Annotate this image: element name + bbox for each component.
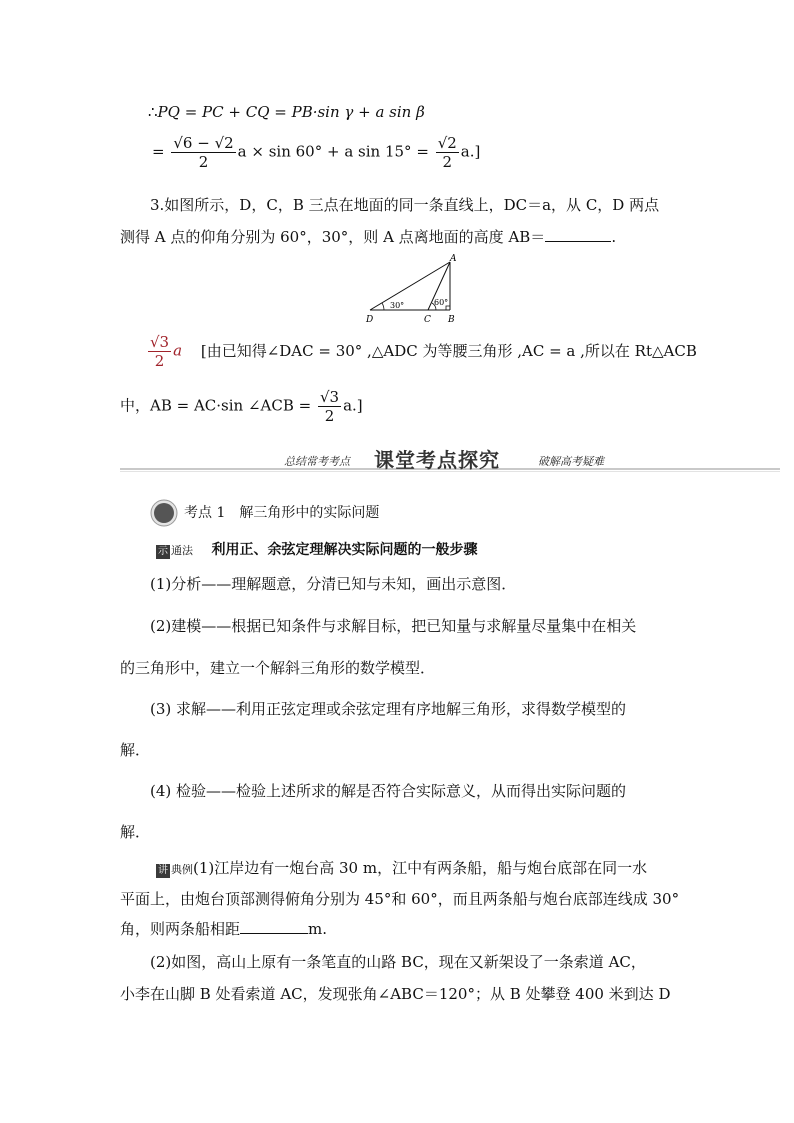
method-tag-label: 通法 bbox=[171, 544, 193, 557]
fraction-denominator: 2 bbox=[324, 407, 335, 425]
unit: m. bbox=[308, 920, 328, 938]
equals-sign: = bbox=[152, 142, 165, 161]
step-3-line-1: (3) 求解——利用正弦定理或余弦定理有序地解三角形，求得数学模型的 bbox=[150, 700, 627, 718]
answer-blank bbox=[545, 227, 611, 242]
answer-3-line-1 bbox=[146, 333, 697, 370]
answer-variable: a bbox=[173, 341, 183, 360]
fraction-numerator: √3 bbox=[150, 333, 170, 351]
angle-30-label: 30° bbox=[390, 301, 405, 310]
fraction-denominator: 2 bbox=[154, 352, 165, 370]
fraction-result bbox=[436, 134, 459, 171]
banner-right-text: 破解高考疑难 bbox=[538, 455, 604, 468]
angle-60-label: 60° bbox=[434, 298, 449, 307]
answer-tail: a.] bbox=[343, 396, 363, 415]
answer-explanation: [由已知得∠DAC = 30° ,△ADC 为等腰三角形 ,AC = a ,所以在 Rt△ACB bbox=[200, 341, 697, 360]
example-line-2: 平面上，由炮台顶部测得俯角分别为 45°和 60°，而且两条船与炮台底部连线成 30° bbox=[120, 890, 680, 908]
answer-3-line-2 bbox=[120, 388, 363, 425]
answer-fraction bbox=[148, 333, 171, 370]
banner-title: 课堂考点探究 bbox=[374, 448, 500, 472]
fraction-denominator: 2 bbox=[442, 153, 453, 171]
formula-text: PQ = PC + CQ = PB·sin γ + a sin β bbox=[157, 103, 425, 121]
fraction-numerator: √3 bbox=[319, 388, 340, 406]
example-tag-icon: 讲 bbox=[158, 865, 168, 876]
period: . bbox=[611, 228, 617, 246]
answer-blank bbox=[240, 919, 308, 934]
fraction-numerator: √2 bbox=[437, 134, 457, 152]
formula-tail: a.] bbox=[460, 142, 481, 161]
section-banner bbox=[120, 444, 780, 474]
banner-left-text: 总结常考考点 bbox=[284, 455, 350, 468]
problem-3-line-1: 3.如图所示，D，C，B 三点在地面的同一条直线上，DC＝a，从 C，D 两点 bbox=[150, 196, 660, 214]
fraction-result bbox=[318, 388, 341, 425]
example-line-3 bbox=[120, 918, 327, 940]
problem-3-line-2 bbox=[120, 226, 616, 248]
answer-text: 中，AB = AC·sin ∠ACB = bbox=[120, 396, 312, 415]
method-tag-icon: 示 bbox=[158, 546, 168, 557]
fraction-numerator: √6 − √2 bbox=[173, 134, 234, 152]
label-B: B bbox=[448, 315, 455, 325]
example-text: 角，则两条船相距 bbox=[120, 920, 241, 938]
example-line-1 bbox=[156, 857, 647, 881]
method-title: 利用正、余弦定理解决实际问题的一般步骤 bbox=[211, 542, 478, 558]
kaodian-label: 考点 1 解三角形中的实际问题 bbox=[184, 505, 380, 521]
method-heading bbox=[156, 539, 477, 562]
therefore-symbol: ∴ bbox=[148, 103, 158, 121]
step-1: (1)分析——理解题意，分清已知与未知，画出示意图． bbox=[150, 575, 517, 593]
step-2-line-2: 的三角形中，建立一个解斜三角形的数学模型． bbox=[120, 659, 436, 677]
formula-line-2 bbox=[152, 134, 480, 171]
example-line-4: (2)如图，高山上原有一条笔直的山路 BC，现在又新架设了一条索道 AC， bbox=[150, 953, 646, 971]
step-4-line-2: 解． bbox=[120, 823, 151, 841]
example-tag-label: 典例 bbox=[171, 863, 193, 876]
triangle-figure bbox=[362, 252, 472, 326]
circle-bullet-icon bbox=[150, 499, 178, 527]
step-4-line-1: (4) 检验——检验上述所求的解是否符合实际意义，从而得出实际问题的 bbox=[150, 782, 627, 800]
problem-3-text: 测得 A 点的仰角分别为 60°，30°，则 A 点离地面的高度 AB＝ bbox=[120, 228, 546, 246]
label-A: A bbox=[450, 254, 457, 264]
formula-rest: a × sin 60° + a sin 15° = bbox=[237, 142, 429, 161]
example-text: (1)江岸边有一炮台高 30 m，江中有两条船，船与炮台底部在同一水 bbox=[193, 859, 648, 877]
formula-line-1 bbox=[148, 101, 425, 123]
fraction-denominator: 2 bbox=[198, 153, 209, 171]
step-3-line-2: 解． bbox=[120, 741, 151, 759]
example-line-5: 小李在山脚 B 处看索道 AC，发现张角∠ABC＝120°；从 B 处攀登 400 米到达 D bbox=[120, 985, 671, 1003]
label-C: C bbox=[424, 315, 431, 325]
step-2-line-1: (2)建模——根据已知条件与求解目标，把已知量与求解量尽量集中在相关 bbox=[150, 617, 637, 635]
label-D: D bbox=[366, 315, 374, 325]
fraction bbox=[171, 134, 235, 171]
